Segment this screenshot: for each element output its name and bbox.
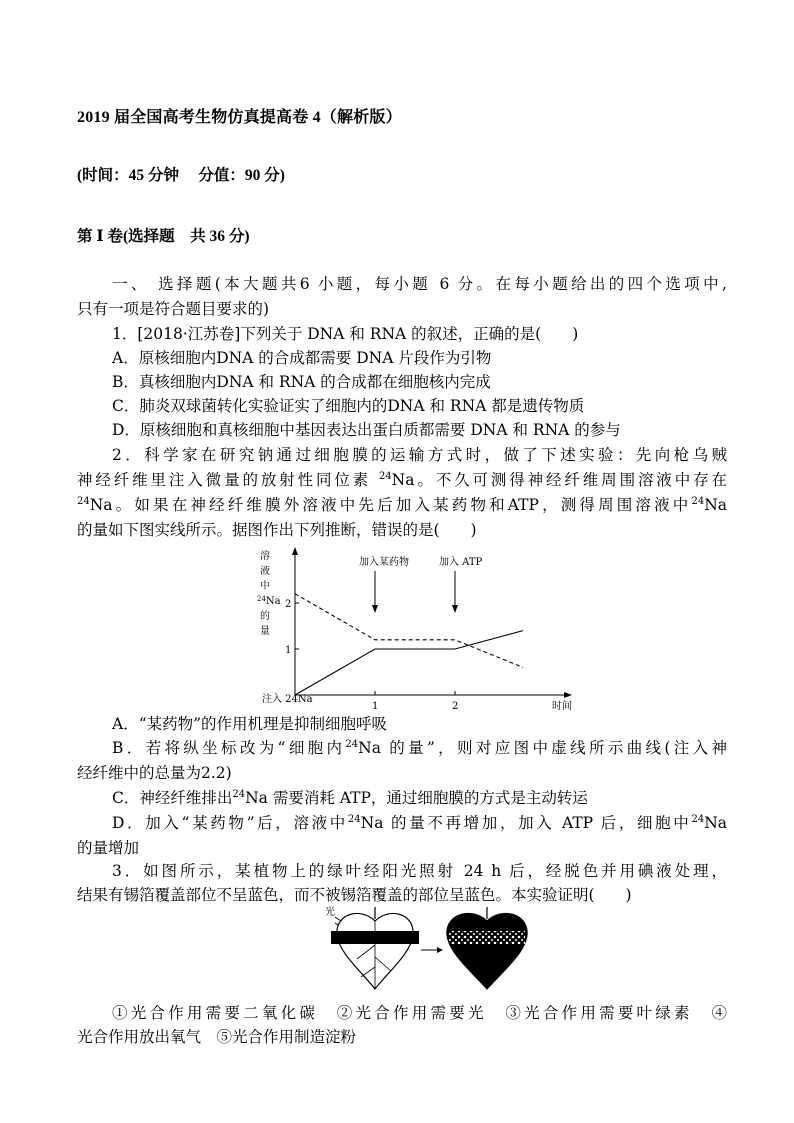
y-axis-label-part: 溶: [260, 551, 270, 562]
leaf-experiment-figure: [325, 905, 535, 995]
q2-stem-line2: 神经纤维里注入微量的放射性同位素 $^{24}$Na。不久可测得神经纤维周围溶液中存在: [77, 471, 727, 489]
q2-option-a: A．“某药物”的作用机理是抑制细胞呼吸: [112, 715, 388, 733]
q1-option-a: A．原核细胞内DNA 的合成都需要 DNA 片段作为引物: [112, 349, 492, 367]
q2-stem-line1: 2．科学家在研究钠通过细胞膜的运输方式时，做了下述实验：先向枪乌贼: [112, 446, 727, 464]
q2-option-b-line1: B．若将纵坐标改为“细胞内$^{24}$Na 的量”，则对应图中虚线所示曲线(注入神: [112, 739, 727, 757]
q1-option-b: B．真核细胞内DNA 和 RNA 的合成都在细胞核内完成: [112, 373, 491, 391]
part-heading: 第 Ⅰ 卷(选择题 共 36 分): [77, 228, 250, 245]
q3-stem-line2: 结果有锡箔覆盖部位不呈蓝色，而不被锡箔覆盖的部位呈蓝色。本实验证明( ): [77, 886, 632, 904]
y-axis-label: [257, 549, 281, 637]
sodium-graph: [250, 545, 590, 713]
y-tick-label: 2: [285, 599, 292, 610]
y-axis-label-part: 量: [260, 626, 270, 637]
covered-region: [449, 931, 525, 944]
leaf-before: [331, 907, 419, 989]
q1-stem: 1．[2018·江苏卷]下列关于 DNA 和 RNA 的叙述，正确的是( ): [112, 325, 579, 343]
q1-option-d: D．原核细胞和真核细胞中基因表达出蛋白质都需要 DNA 和 RNA 的参与: [112, 421, 621, 439]
q2-option-d-line1: D．加入“某药物”后，溶液中$^{24}$Na 的量不再增加，加入 ATP 后，细胞中$^{24}$Na: [112, 814, 727, 832]
y-axis-label-part: 液: [260, 566, 270, 577]
x-axis-arrow: [564, 692, 572, 698]
dashed-series-line: [295, 594, 523, 668]
x-tick-label: 2: [452, 701, 459, 712]
q3-options-line1: ①光合作用需要二氧化碳 ②光合作用需要光 ③光合作用需要叶绿素 ④: [112, 1004, 727, 1022]
q1-option-c: C．肺炎双球菌转化实验证实了细胞内的DNA 和 RNA 都是遗传物质: [112, 397, 585, 415]
light-label: 光: [325, 907, 335, 918]
q2-option-d-line2: 的量增加: [77, 839, 140, 857]
section-intro-line2: 只有一项是符合题目要求的): [77, 300, 270, 318]
x-axis-label: 时间: [552, 701, 572, 712]
y-axis-label-part: 中: [260, 581, 270, 592]
tin-foil-strip: [331, 931, 419, 944]
annotation-arrowhead: [452, 605, 458, 613]
exam-meta: (时间：45 分钟 分值：90 分): [77, 167, 285, 184]
document-title: 2019 届全国高考生物仿真提高卷 4（解析版）: [77, 109, 402, 126]
section-intro-line1: 一、 选择题(本大题共6 小题，每小题 6 分。在每小题给出的四个选项中,: [112, 275, 727, 293]
x-start-label: 注入 24Na: [262, 694, 313, 705]
y-axis-label-part: 的: [260, 611, 270, 622]
y-axis-arrow: [292, 547, 298, 555]
q2-stem-line4: 的量如下图实线所示。据图作出下列推断，错误的是( ): [77, 521, 477, 539]
annotation-label: 加入某药物: [359, 557, 409, 568]
q2-option-b-line2: 经纤维中的总量为2.2): [77, 764, 232, 782]
y-tick-label: 1: [285, 645, 292, 656]
q3-stem-line1: 3．如图所示，某植物上的绿叶经阳光照射 24 h 后，经脱色并用碘液处理，: [112, 862, 727, 880]
leaf-after: [447, 907, 527, 989]
x-tick-label: 1: [372, 701, 379, 712]
annotation-arrowhead: [372, 605, 378, 613]
y-axis-label-part: $^{24}$Na: [257, 595, 281, 607]
q2-stem-line3: $^{24}$Na。如果在神经纤维膜外溶液中先后加入某药物和ATP，测得周围溶液中$^{24}$Na: [77, 496, 727, 514]
q3-options-line2: 光合作用放出氧气 ⑤光合作用制造淀粉: [77, 1028, 357, 1046]
q2-option-c: C．神经纤维排出$^{24}$Na 需要消耗 ATP，通过细胞膜的方式是主动转运: [112, 789, 588, 807]
annotation-label: 加入 ATP: [439, 557, 483, 568]
